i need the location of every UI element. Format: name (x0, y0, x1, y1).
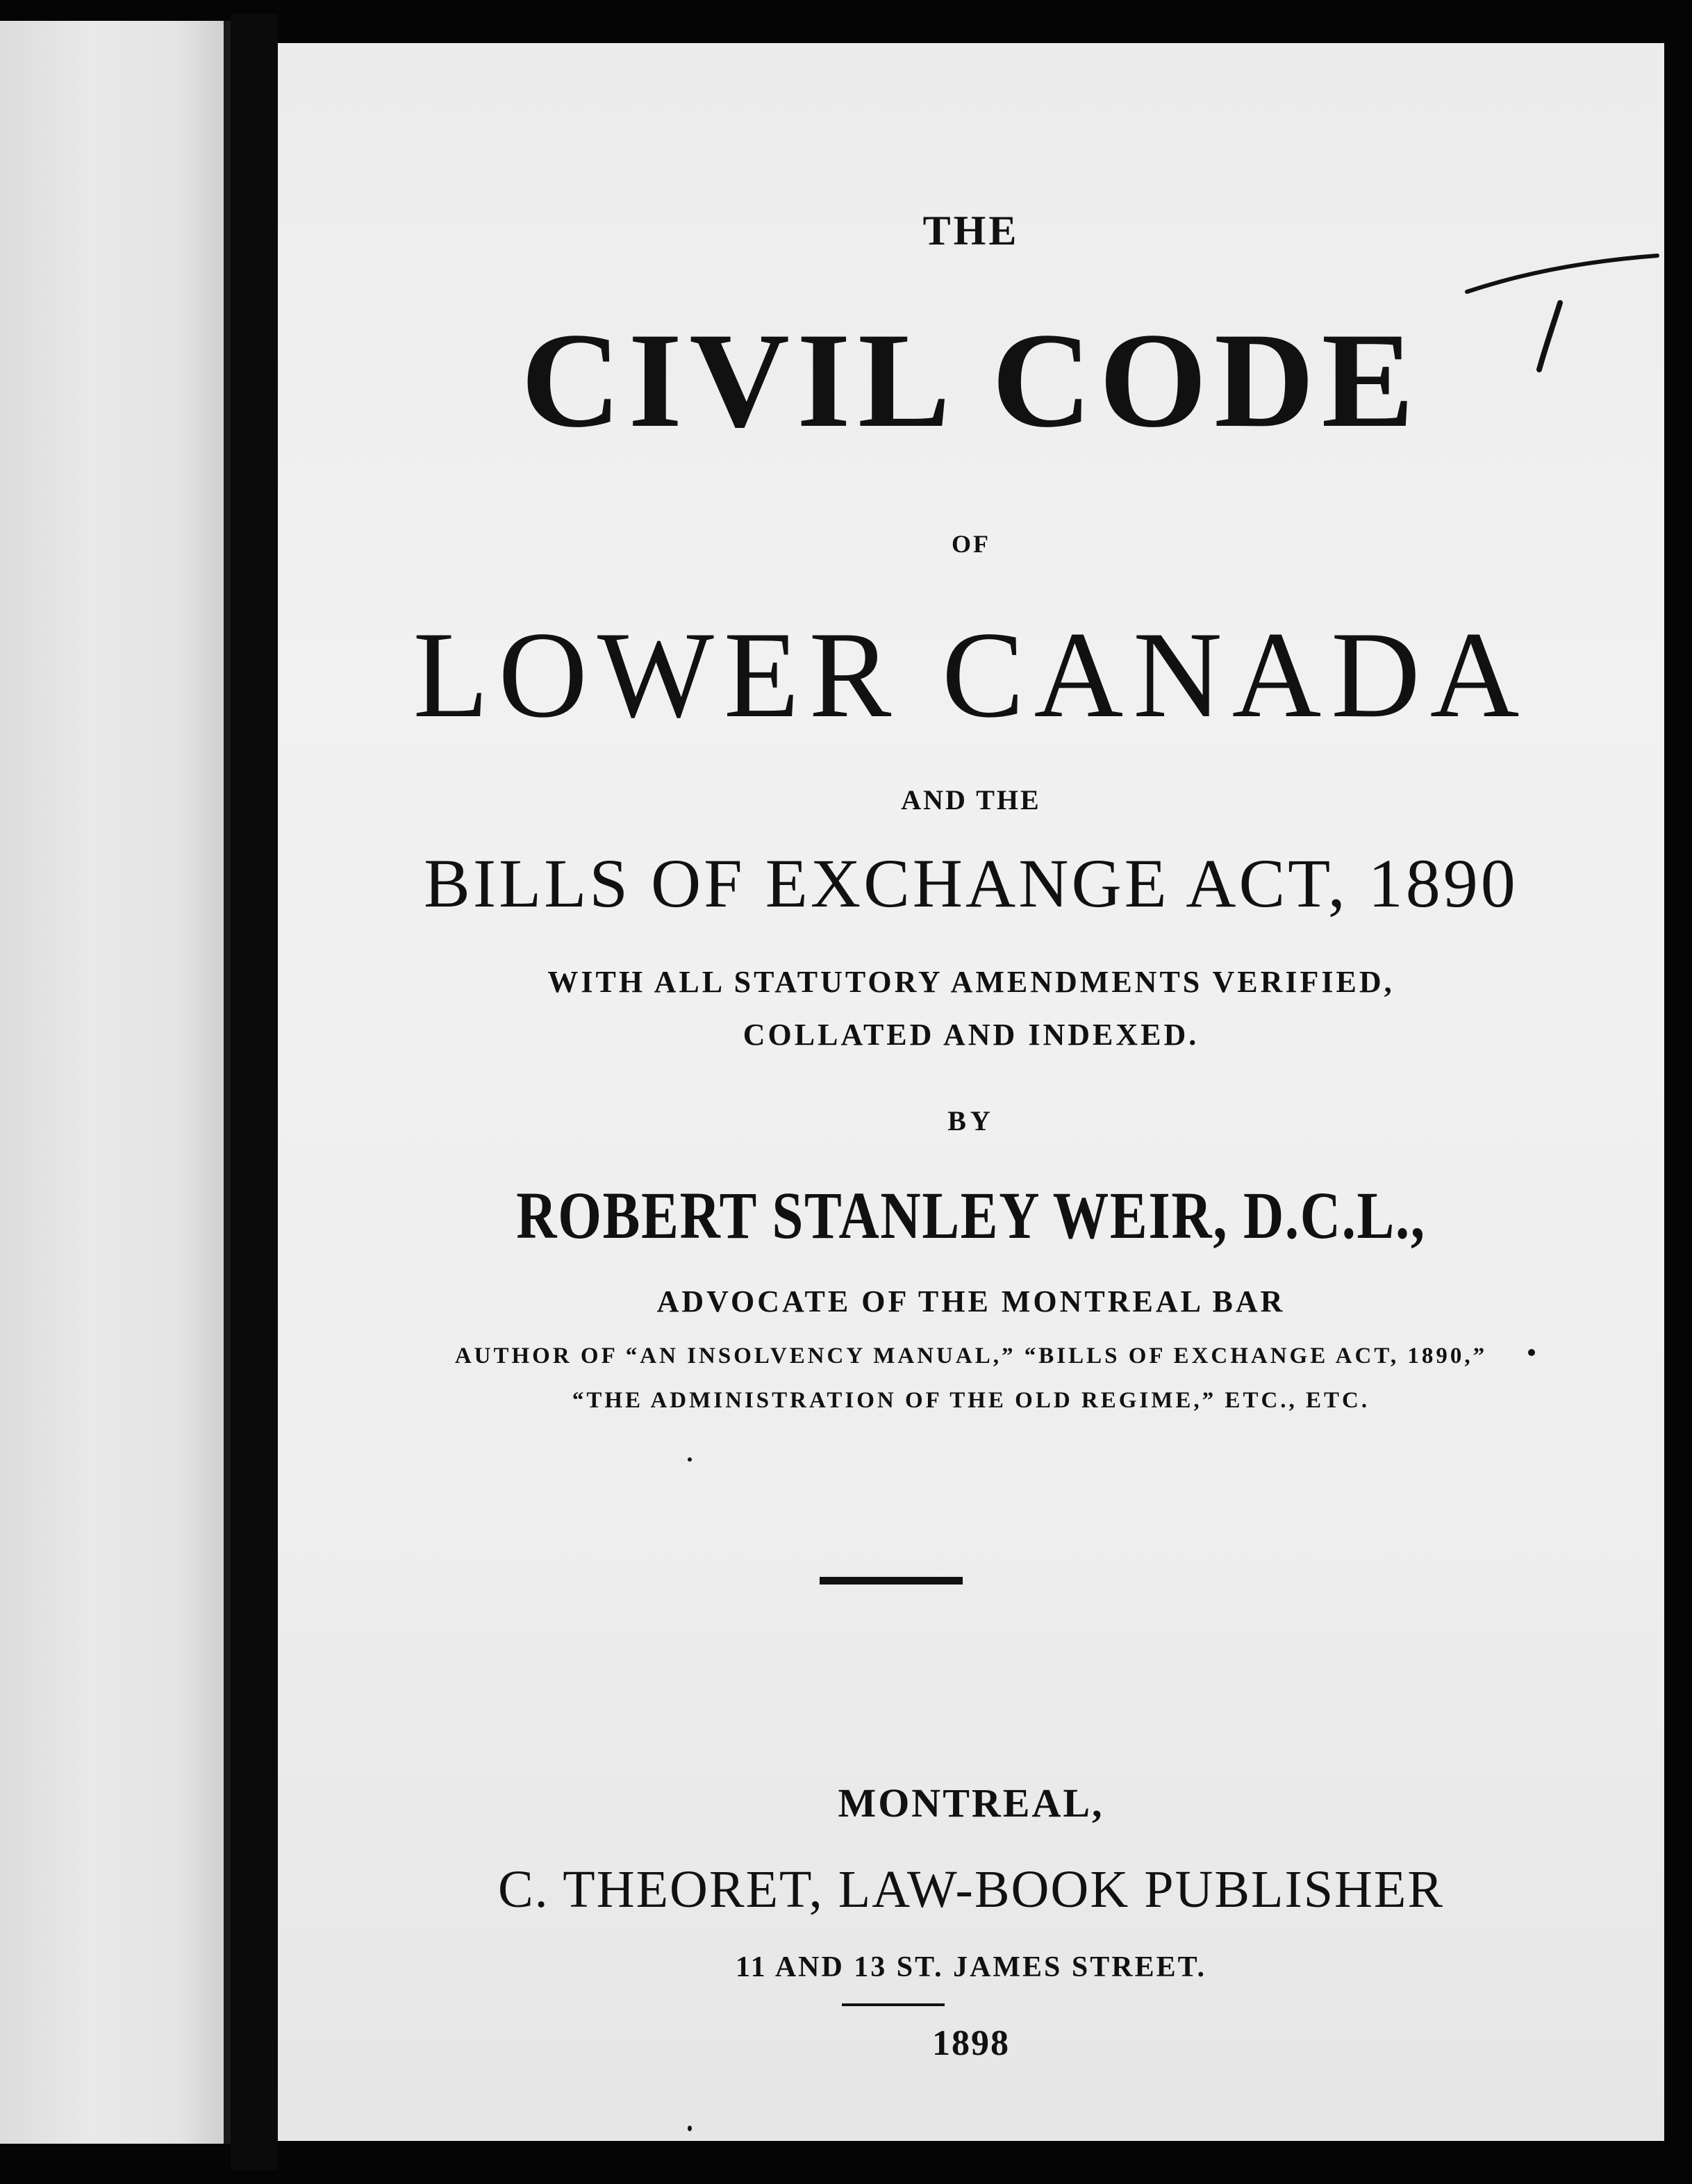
author-title: ADVOCATE OF THE MONTREAL BAR (656, 1284, 1286, 1318)
title-the: THE (922, 208, 1020, 254)
imprint-year: 1898 (932, 2024, 1010, 2063)
other-works-line-2: “THE ADMINISTRATION OF THE OLD REGIME,” ETC., ETC. (572, 1388, 1370, 1413)
ink-speck (688, 2126, 692, 2131)
title-of: OF (952, 530, 990, 558)
byline-by: BY (947, 1105, 995, 1136)
subtitle-line-2: COLLATED AND INDEXED. (743, 1018, 1200, 1052)
ink-speck (688, 1457, 692, 1462)
ink-speck (1528, 1349, 1535, 1356)
author-name: ROBERT STANLEY WEIR, D.C.L., (516, 1178, 1426, 1252)
facing-page-edge (224, 21, 231, 2144)
imprint-publisher: C. THEORET, LAW-BOOK PUBLISHER (497, 1860, 1445, 1919)
title-place: LOWER CANADA (413, 606, 1529, 743)
imprint-address: 11 AND 13 ST. JAMES STREET. (735, 1951, 1207, 1983)
year-rule (842, 2003, 945, 2006)
main-title: CIVIL CODE (520, 305, 1422, 456)
subtitle-line-1: WITH ALL STATUTORY AMENDMENTS VERIFIED, (547, 965, 1395, 999)
divider-rule (820, 1577, 963, 1585)
facing-page (0, 21, 224, 2144)
title-page (278, 43, 1664, 2141)
title-and-the: AND THE (901, 784, 1041, 816)
other-works-line-1: AUTHOR OF “AN INSOLVENCY MANUAL,” “BILLS OF EXCHANGE ACT, 1890,” (454, 1343, 1488, 1368)
imprint-city: MONTREAL, (838, 1780, 1104, 1826)
second-title: BILLS OF EXCHANGE ACT, 1890 (424, 845, 1518, 922)
